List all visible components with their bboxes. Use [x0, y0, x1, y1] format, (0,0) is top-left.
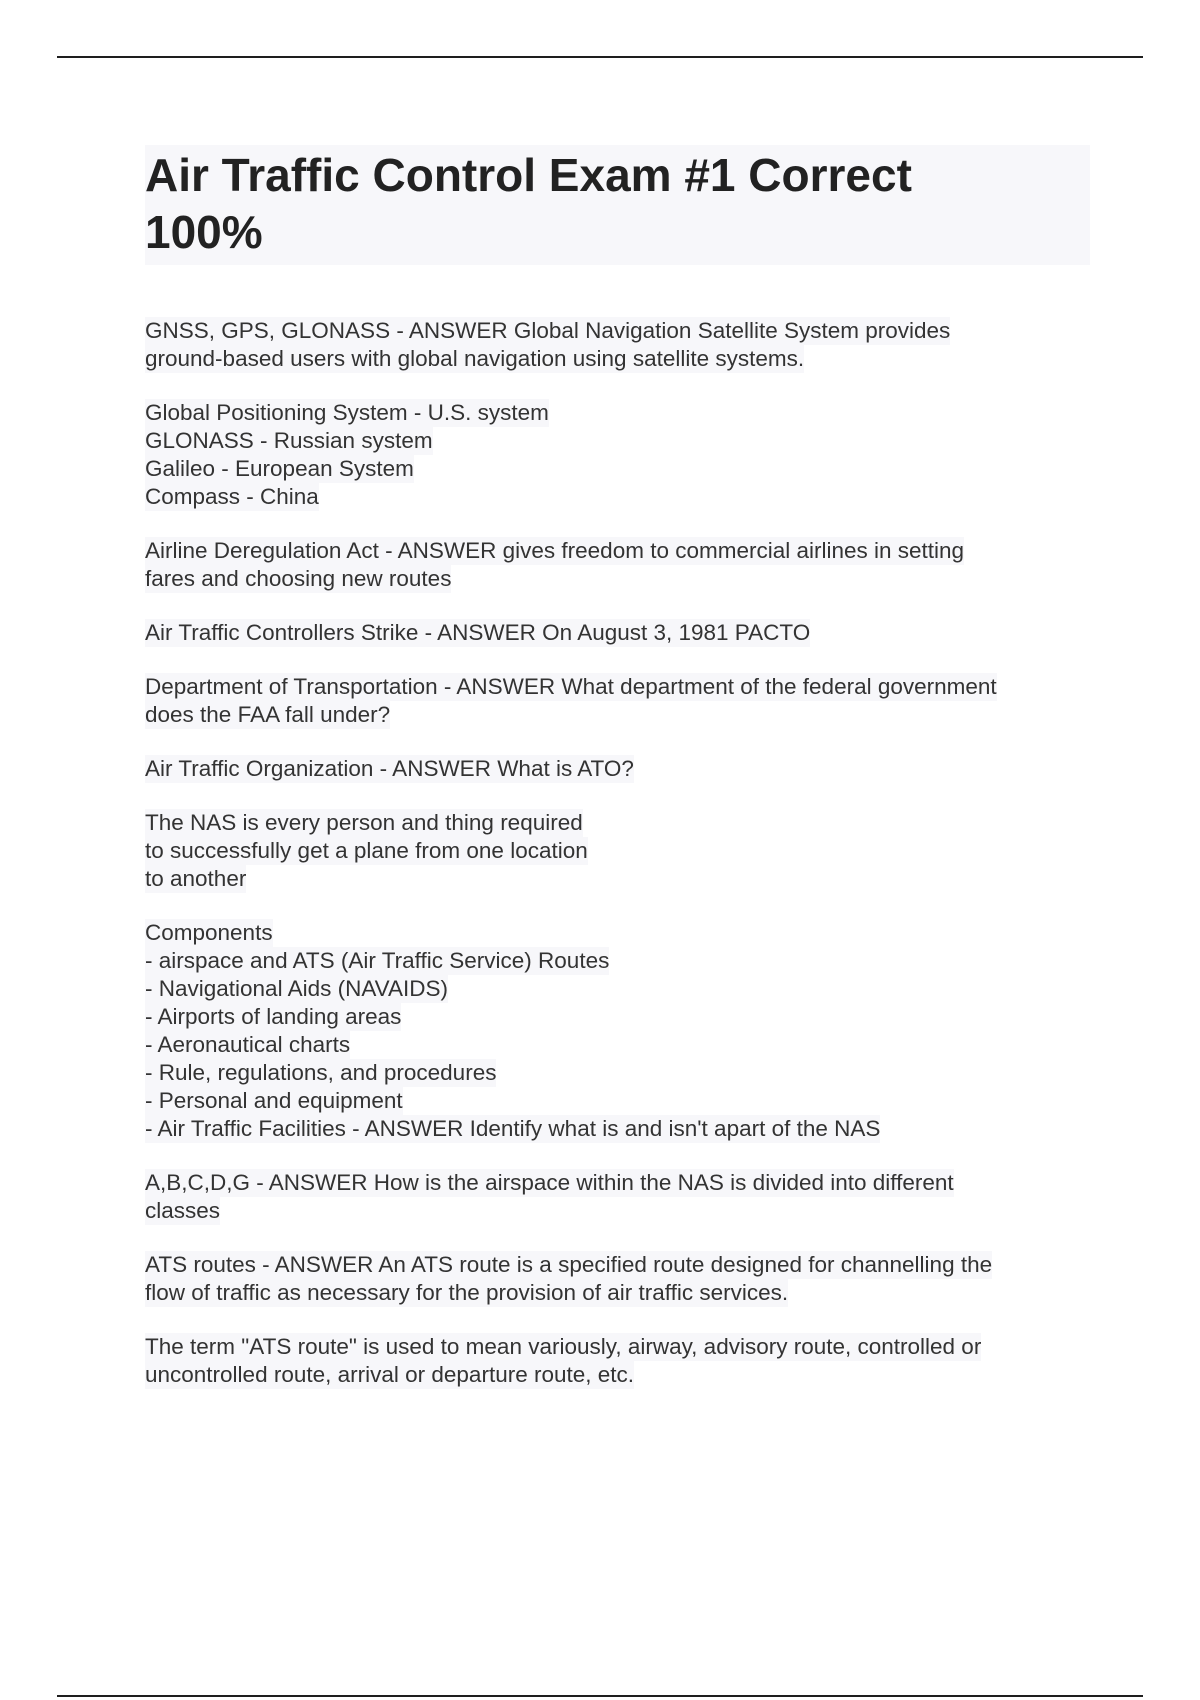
paragraph-line: - Navigational Aids (NAVAIDS) — [145, 976, 449, 1001]
paragraph-line: - Personal and equipment — [145, 1088, 403, 1113]
qa-paragraph — [145, 755, 1090, 783]
paragraph-line: - airspace and ATS (Air Traffic Service) Routes — [145, 948, 610, 973]
paragraph-line: Galileo - European System — [145, 456, 414, 481]
paragraph-line: The NAS is every person and thing required — [145, 810, 583, 835]
qa-paragraph — [145, 537, 1090, 593]
qa-list — [145, 317, 1090, 1389]
paragraph-line: Air Traffic Controllers Strike - ANSWER On August 3, 1981 PACTO — [145, 620, 811, 645]
paragraph-line: ground-based users with global navigation using satellite systems. — [145, 346, 805, 371]
paragraph-line: Air Traffic Organization - ANSWER What is ATO? — [145, 756, 634, 781]
paragraph-line: Airline Deregulation Act - ANSWER gives freedom to commercial airlines in setting — [145, 538, 965, 563]
paragraph-line: - Aeronautical charts — [145, 1032, 351, 1057]
paragraph-line: to another — [145, 866, 247, 891]
paragraph-line: uncontrolled route, arrival or departure route, etc. — [145, 1362, 635, 1387]
qa-paragraph — [145, 317, 1090, 373]
paragraph-line: - Air Traffic Facilities - ANSWER Identify what is and isn't apart of the NAS — [145, 1116, 881, 1141]
paragraph-line: - Rule, regulations, and procedures — [145, 1060, 497, 1085]
qa-paragraph — [145, 673, 1090, 729]
paragraph-line: GLONASS - Russian system — [145, 428, 433, 453]
page-title — [145, 147, 1090, 261]
paragraph-line: - Airports of landing areas — [145, 1004, 402, 1029]
paragraph-line: ATS routes - ANSWER An ATS route is a specified route designed for channelling the — [145, 1252, 993, 1277]
paragraph-line: GNSS, GPS, GLONASS - ANSWER Global Navigation Satellite System provides — [145, 318, 951, 343]
title-line: 100% — [145, 206, 263, 258]
qa-paragraph — [145, 1333, 1090, 1389]
qa-paragraph — [145, 1169, 1090, 1225]
document-content — [145, 145, 1090, 1415]
paragraph-line: Global Positioning System - U.S. system — [145, 400, 549, 425]
qa-paragraph — [145, 399, 1090, 511]
paragraph-line: fares and choosing new routes — [145, 566, 452, 591]
paragraph-line: A,B,C,D,G - ANSWER How is the airspace within the NAS is divided into different — [145, 1170, 954, 1195]
paragraph-line: classes — [145, 1198, 221, 1223]
qa-paragraph — [145, 1251, 1090, 1307]
paragraph-line: does the FAA fall under? — [145, 702, 391, 727]
title-line: Air Traffic Control Exam #1 Correct — [145, 149, 912, 201]
top-rule — [57, 56, 1143, 58]
qa-paragraph — [145, 809, 1090, 893]
bottom-rule — [57, 1695, 1143, 1697]
paragraph-line: to successfully get a plane from one location — [145, 838, 588, 863]
paragraph-line: The term "ATS route" is used to mean variously, airway, advisory route, controlled or — [145, 1334, 982, 1359]
paragraph-line: flow of traffic as necessary for the provision of air traffic services. — [145, 1280, 789, 1305]
paragraph-line: Compass - China — [145, 484, 319, 509]
qa-paragraph — [145, 919, 1090, 1143]
paragraph-line: Components — [145, 920, 273, 945]
paragraph-line: Department of Transportation - ANSWER What department of the federal government — [145, 674, 997, 699]
qa-paragraph — [145, 619, 1090, 647]
title-block — [145, 145, 1090, 265]
